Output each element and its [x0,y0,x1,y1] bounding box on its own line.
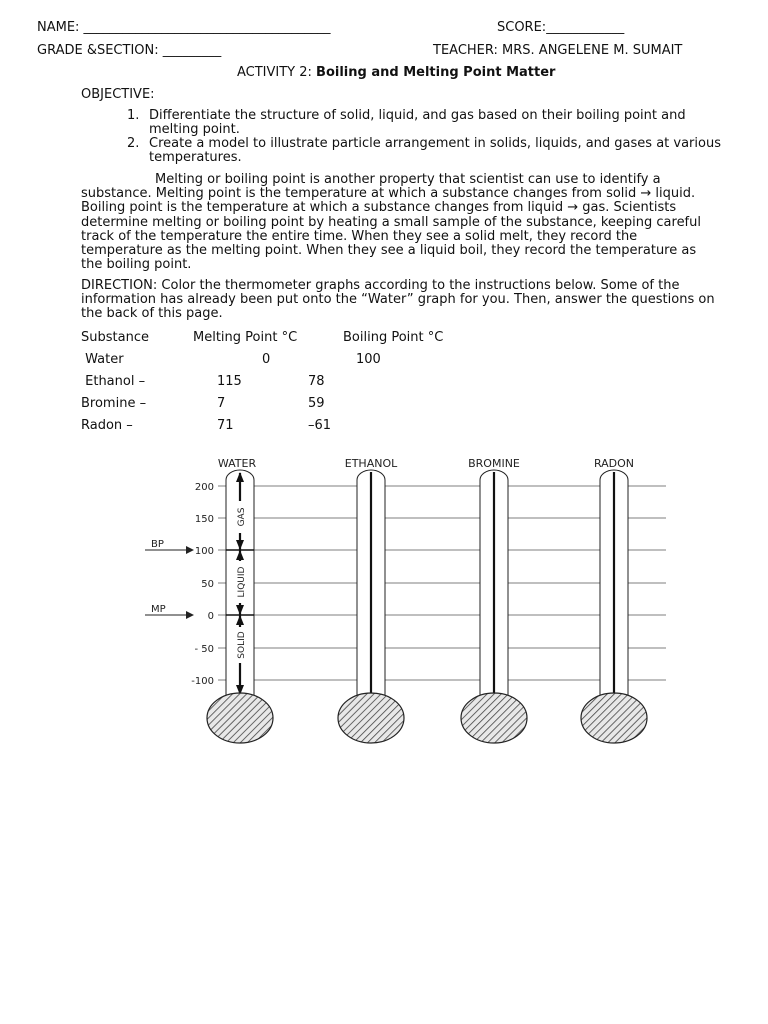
mp-pointer [145,604,194,619]
table-cell-substance: Water [81,352,124,367]
scale-label: - 50 [194,644,214,655]
objective-number: 2. [127,136,140,151]
thermometer-figure [0,445,768,765]
objective-number: 1. [127,108,140,123]
direction-paragraph: DIRECTION: Color the thermometer graphs according to the instructions below. Some of the information has already been put onto the “Water” graph for you. Then, answer the questions on the back of this page. [81,278,715,322]
mp-label: MP [151,604,166,615]
scale-label: 0 [207,611,214,622]
name-field-label: NAME: ______________________________________ [37,20,331,35]
table-cell-melting: 71 [217,418,234,433]
bp-pointer [145,539,194,554]
activity-title [237,65,555,80]
gridlines [218,486,666,680]
table-cell-boiling: 59 [308,396,325,411]
objective-list [127,109,737,165]
scale-label: 200 [194,482,214,493]
objective-label: OBJECTIVE: [81,87,155,102]
score-field-label: SCORE:____________ [497,20,625,35]
thermometer-title-water: WATER [217,457,257,470]
table-cell-boiling: 78 [308,374,325,389]
table-cell-substance: Ethanol – [81,374,146,389]
thermometer-bromine [461,470,527,743]
intro-paragraph: Melting or boiling point is another property that scientist can use to identify a substance. Melting point is the temperature at which a substance changes from solid → liquid. Boiling point is the temperature at which a substance changes from liquid → gas. Scientists determine melting or boiling point by heating a small sample of the substance, keeping careful track of the temperature the entire time. When they see a solid melt, they record the temperature as the melting point. When they see a liquid boil, they record the temperature as the boiling point. [81,172,701,273]
table-cell-boiling: –61 [308,418,332,433]
table-header-boiling: Boiling Point °C [343,330,444,345]
table-cell-substance: Radon – [81,418,133,433]
scale-label: 100 [194,546,214,557]
thermometer-ethanol [338,470,404,743]
table-cell-substance: Bromine – [81,396,147,411]
phase-label-solid: SOLID [237,631,247,659]
thermometer-radon [581,470,647,743]
thermometer-title-ethanol: ETHANOL [344,457,398,470]
objective-item [127,137,737,165]
thermometer-title-radon: RADON [593,457,635,470]
scale-label: 50 [201,579,214,590]
bp-label: BP [151,539,164,550]
objective-text: Create a model to illustrate particle arrangement in solids, liquids, and gases at various temperatures. [149,136,721,165]
activity-title-prefix: ACTIVITY 2: [237,65,317,80]
objective-text: Differentiate the structure of solid, liquid, and gas based on their boiling point and melting point. [149,108,686,137]
objective-item [127,109,737,137]
phase-label-gas: GAS [237,507,247,527]
thermometer-water [207,470,273,743]
table-header-substance: Substance [81,330,149,345]
teacher-label: TEACHER: MRS. ANGELENE M. SUMAIT [433,43,683,58]
activity-title-main: Boiling and Melting Point Matter [316,65,556,80]
thermometer-title-bromine: BROMINE [468,457,520,470]
table-header-melting: Melting Point °C [193,330,298,345]
phase-label-liquid: LIQUID [237,566,247,598]
scale-label: 150 [194,514,214,525]
grade-section-label: GRADE &SECTION: _________ [37,43,222,58]
table-cell-melting: 0 [262,352,271,367]
table-cell-boiling: 100 [356,352,381,367]
table-cell-melting: 115 [217,374,242,389]
table-cell-melting: 7 [217,396,226,411]
scale-label: -100 [191,676,214,687]
